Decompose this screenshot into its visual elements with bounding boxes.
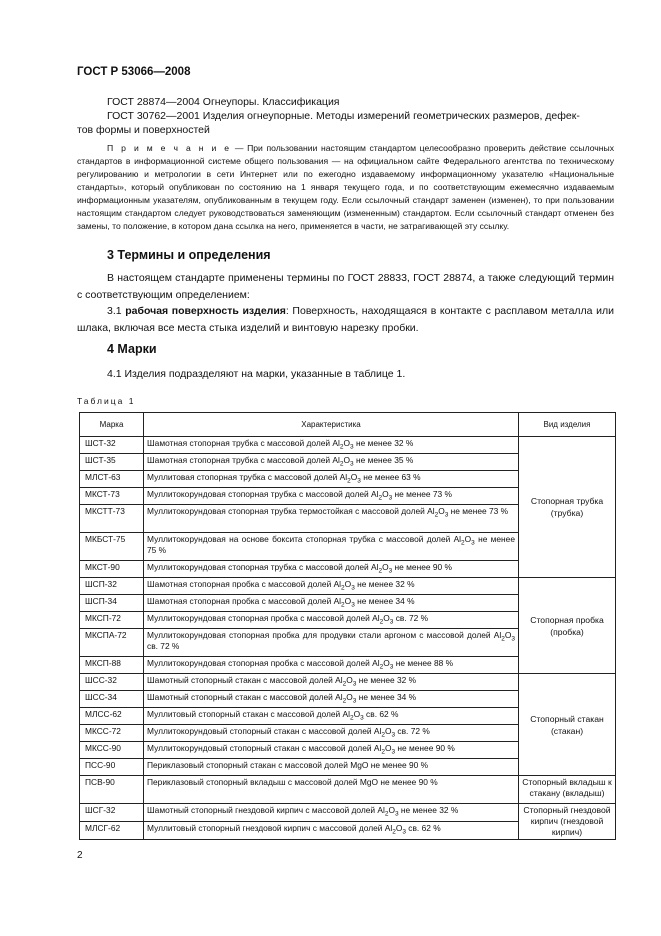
formula-subscript: 2 xyxy=(342,697,347,705)
characteristic-text: Муллитовый стопорный стакан с массовой долей Al xyxy=(147,709,350,719)
characteristic-cell xyxy=(144,674,519,691)
characteristic-text: Шамотная стопорная трубка с массовой долей Al xyxy=(147,455,340,465)
characteristic-cell xyxy=(144,471,519,488)
characteristic-cell xyxy=(144,533,519,561)
characteristic-text: Муллитокорундовая стопорная трубка с массовой долей Al xyxy=(147,489,379,499)
formula-subscript: 2 xyxy=(339,460,344,468)
table-body xyxy=(80,437,616,840)
characteristic-text: O xyxy=(388,805,395,815)
characteristic-text: O xyxy=(395,823,403,833)
formula-subscript: 3 xyxy=(444,511,449,519)
mark-cell: ШСГ-32 xyxy=(80,804,144,822)
characteristic-text: Периклазовый стопорный стакан с массовой долей MgO не менее 90 % xyxy=(147,760,429,770)
formula-subscript: 3 xyxy=(350,460,354,468)
characteristic-text: Муллитокорундовая стопорная пробка с массовой долей Al xyxy=(147,613,380,623)
formula-subscript: 3 xyxy=(352,680,357,688)
formula-subscript: 2 xyxy=(347,477,351,485)
formula-subscript: 2 xyxy=(381,731,385,739)
formula-subscript: 3 xyxy=(351,584,355,592)
characteristic-text: не менее 32 % xyxy=(356,675,417,685)
characteristic-cell xyxy=(144,822,519,840)
characteristic-text: Муллитокорундовая стопорная пробка с массовой долей Al xyxy=(147,658,380,668)
characteristic-text: не менее 63 % xyxy=(360,472,421,482)
formula-subscript: 3 xyxy=(357,477,361,485)
formula-subscript: 2 xyxy=(501,635,505,643)
section-4-title: 4 Марки xyxy=(107,342,157,356)
formula-subscript: 2 xyxy=(381,748,385,756)
product-type-cell: Стопорный вкладыш к стакану (вкладыш) xyxy=(519,776,616,804)
characteristic-text: не менее 32 % xyxy=(353,438,414,448)
term-name: рабочая поверхность изделия xyxy=(125,305,286,317)
note-label: П р и м е ч а н и е xyxy=(107,143,232,153)
table-row xyxy=(80,776,616,804)
reference-line: ГОСТ 30762—2001 Изделия огнеупорные. Методы измерений геометрических размеров, дефек- xyxy=(107,110,580,122)
formula-subscript: 2 xyxy=(339,443,344,451)
table-row xyxy=(80,674,616,691)
characteristic-text: Шамотная стопорная пробка с массовой долей Al xyxy=(147,596,342,606)
table-row xyxy=(80,437,616,454)
mark-cell: МКСС-90 xyxy=(80,742,144,759)
characteristic-text: O xyxy=(438,506,445,516)
characteristic-cell xyxy=(144,804,519,822)
formula-subscript: 3 xyxy=(360,714,364,722)
table-caption: Таблица 1 xyxy=(77,396,136,406)
mark-cell: МКСТ-73 xyxy=(80,488,144,505)
characteristic-cell xyxy=(144,488,519,505)
mark-cell: МКСПА-72 xyxy=(80,629,144,657)
characteristic-text: Муллитовая стопорная трубка с массовой долей Al xyxy=(147,472,348,482)
characteristic-cell xyxy=(144,691,519,708)
characteristic-cell xyxy=(144,454,519,471)
characteristic-text: не менее 75 % xyxy=(147,534,516,555)
characteristic-text: O xyxy=(353,709,361,719)
reference-line: ГОСТ 28874—2004 Огнеупоры. Классификация xyxy=(107,96,340,108)
characteristic-cell xyxy=(144,578,519,595)
table-row xyxy=(80,578,616,595)
formula-subscript: 3 xyxy=(389,618,394,626)
characteristic-text: O xyxy=(344,579,352,589)
characteristic-cell xyxy=(144,708,519,725)
characteristic-cell xyxy=(144,629,519,657)
characteristic-text: Муллитокорундовая на основе боксита стопорная трубка с массовой долей Al xyxy=(147,534,462,544)
characteristic-cell xyxy=(144,561,519,578)
formula-subscript: 3 xyxy=(352,697,357,705)
characteristic-cell xyxy=(144,759,519,776)
characteristic-text: Периклазовый стопорный вкладыш с массовой долей MgO не менее 90 % xyxy=(147,777,438,787)
mark-cell: ШСТ-35 xyxy=(80,454,144,471)
table-row xyxy=(80,804,616,822)
formula-subscript: 3 xyxy=(351,601,355,609)
table-header-row xyxy=(80,413,616,437)
product-type-cell: Стопорный стакан (стакан) xyxy=(519,674,616,776)
product-type-cell: Стопорная трубка (трубка) xyxy=(519,437,616,578)
characteristic-text: Муллитокорундовая стопорная трубка с массовой долей Al xyxy=(147,562,379,572)
mark-cell: МКСП-88 xyxy=(80,657,144,674)
section-4-text: 4.1 Изделия подразделяют на марки, указанные в таблице 1. xyxy=(107,368,406,380)
mark-cell: МКСС-72 xyxy=(80,725,144,742)
note-text: — При пользовании настоящим стандартом целесообразно проверить действие ссылочных стандартов в информационной системе общего пользования — на официальном сайте Федерального агентства по техническому регулированию и метрологии в сети Интернет или по ежегодно издаваемому информационному указателю «Национальные стандарты», который опубликован по состоянию на 1 января текущего года, и по соответствующим ежемесячно издаваемым информационным указателям, опубликованным в текущем году. Если ссылочный стандарт заменен (изменен), то при пользовании настоящим стандартом следует руководствоваться заменяющим (измененным) стандартом. Если ссылочный стандарт отменен без замены, то положение, в котором дана ссылка на него, применяется в части, не затрагивающей эту ссылку. xyxy=(77,143,614,231)
characteristic-text: не менее 35 % xyxy=(353,455,414,465)
mark-cell: МКСП-72 xyxy=(80,612,144,629)
characteristic-cell xyxy=(144,505,519,533)
characteristic-text: O xyxy=(344,596,352,606)
mark-cell: ШСП-34 xyxy=(80,595,144,612)
characteristic-text: O xyxy=(384,743,392,753)
section-3-intro: В настоящем стандарте применены термины по ГОСТ 28833, ГОСТ 28874, а также следующий термин с соответствующим определением: xyxy=(77,272,614,301)
formula-subscript: 3 xyxy=(391,731,396,739)
term-number: 3.1 xyxy=(107,305,126,317)
formula-subscript: 3 xyxy=(511,635,515,643)
formula-subscript: 2 xyxy=(378,494,383,502)
mark-cell: МКСТ-90 xyxy=(80,561,144,578)
formula-subscript: 2 xyxy=(384,810,389,818)
mark-cell: МЛСТ-63 xyxy=(80,471,144,488)
characteristic-text: Шамотный стопорный стакан с массовой долей Al xyxy=(147,692,343,702)
formula-subscript: 2 xyxy=(379,663,384,671)
characteristic-cell xyxy=(144,742,519,759)
formula-subscript: 2 xyxy=(342,680,347,688)
characteristic-text: не менее 88 % xyxy=(393,658,454,668)
mark-cell: ПСВ-90 xyxy=(80,776,144,804)
mark-cell: МЛСС-62 xyxy=(80,708,144,725)
characteristic-text: O xyxy=(382,562,389,572)
mark-cell: ШСС-32 xyxy=(80,674,144,691)
characteristic-text: Шамотная стопорная пробка с массовой долей Al xyxy=(147,579,342,589)
formula-subscript: 2 xyxy=(461,539,465,547)
characteristic-text: O xyxy=(464,534,472,544)
characteristic-text: не менее 32 % xyxy=(398,805,459,815)
characteristic-text: Шамотная стопорная трубка с массовой долей Al xyxy=(147,438,340,448)
formula-subscript: 2 xyxy=(341,584,345,592)
characteristic-cell xyxy=(144,657,519,674)
characteristic-text: O xyxy=(346,675,353,685)
characteristic-text: не менее 90 % xyxy=(392,562,452,572)
characteristic-text: св. 62 % xyxy=(363,709,399,719)
reference-line: тов формы и поверхностей xyxy=(77,124,210,136)
mark-cell: МКСТТ-73 xyxy=(80,505,144,533)
mark-cell: МЛСГ-62 xyxy=(80,822,144,840)
characteristic-text: Муллитокорундовая стопорная трубка термостойкая с массовой долей Al xyxy=(147,506,435,516)
characteristic-text: O xyxy=(383,658,390,668)
mark-cell: ПСС-90 xyxy=(80,759,144,776)
characteristic-text: св. 62 % xyxy=(405,823,441,833)
characteristic-text: не менее 90 % xyxy=(395,743,455,753)
formula-subscript: 3 xyxy=(402,828,406,836)
section-3-title: 3 Термины и определения xyxy=(107,248,271,262)
characteristic-text: O xyxy=(346,692,353,702)
formula-subscript: 2 xyxy=(349,714,354,722)
characteristic-text: не менее 34 % xyxy=(354,596,415,606)
product-type-cell: Стопорный гнездовой кирпич (гнездовой кирпич) xyxy=(519,804,616,840)
characteristic-cell xyxy=(144,612,519,629)
formula-subscript: 2 xyxy=(434,511,439,519)
characteristic-text: Муллитокорундовый стопорный стакан с массовой долей Al xyxy=(147,743,382,753)
characteristic-text: не менее 73 % xyxy=(448,506,509,516)
characteristic-text: не менее 32 % xyxy=(354,579,415,589)
characteristic-text: Муллитокорундовая стопорная пробка для продувки стали аргоном с массовой долей Al xyxy=(147,630,502,640)
header-product-type: Вид изделия xyxy=(519,413,616,437)
characteristic-cell xyxy=(144,595,519,612)
formula-subscript: 2 xyxy=(341,601,345,609)
formula-subscript: 2 xyxy=(378,567,383,575)
characteristic-text: O xyxy=(383,613,390,623)
formula-subscript: 3 xyxy=(389,663,394,671)
formula-subscript: 3 xyxy=(388,494,393,502)
formula-subscript: 2 xyxy=(379,618,384,626)
formula-subscript: 3 xyxy=(350,443,354,451)
characteristic-text: Шамотный стопорный гнездовой кирпич с массовой долей Al xyxy=(147,805,385,815)
formula-subscript: 3 xyxy=(471,539,475,547)
characteristic-text: O xyxy=(343,438,351,448)
formula-subscript: 3 xyxy=(388,567,393,575)
mark-cell: ШСП-32 xyxy=(80,578,144,595)
characteristic-text: O xyxy=(350,472,358,482)
characteristic-text: Шамотный стопорный стакан с массовой долей Al xyxy=(147,675,343,685)
header-mark: Марка xyxy=(80,413,144,437)
mark-cell: ШСТ-32 xyxy=(80,437,144,454)
page-number: 2 xyxy=(77,850,83,861)
header-characteristic: Характеристика xyxy=(144,413,519,437)
characteristic-text: св. 72 % xyxy=(395,726,430,736)
product-type-cell: Стопорная пробка (пробка) xyxy=(519,578,616,674)
characteristic-cell xyxy=(144,437,519,454)
note-paragraph xyxy=(77,142,614,233)
formula-subscript: 2 xyxy=(392,828,396,836)
mark-cell: ШСС-34 xyxy=(80,691,144,708)
characteristic-text: Муллитокорундовый стопорный стакан с массовой долей Al xyxy=(147,726,382,736)
characteristic-text: не менее 73 % xyxy=(392,489,452,499)
document-header: ГОСТ Р 53066—2008 xyxy=(77,66,191,78)
term-definition xyxy=(77,303,614,336)
characteristic-cell xyxy=(144,776,519,804)
characteristic-text: св. 72 % xyxy=(147,640,180,651)
characteristic-text: Муллитовый стопорный гнездовой кирпич с массовой долей Al xyxy=(147,823,393,833)
formula-subscript: 3 xyxy=(394,810,399,818)
term-text: : Поверхность, находящаяся в контакте с расплавом металла или шлака, включая все места стыка изделий и винтовую нарезку пробки. xyxy=(77,305,614,334)
characteristic-cell xyxy=(144,725,519,742)
formula-subscript: 3 xyxy=(391,748,396,756)
characteristic-text: O xyxy=(343,455,351,465)
mark-cell: МКБСТ-75 xyxy=(80,533,144,561)
characteristic-text: O xyxy=(384,726,392,736)
characteristic-text: O xyxy=(382,489,389,499)
section-3-body xyxy=(77,270,614,336)
characteristic-text: не менее 34 % xyxy=(356,692,417,702)
characteristic-text: св. 72 % xyxy=(393,613,429,623)
characteristic-text: O xyxy=(504,630,512,640)
marks-table xyxy=(79,412,616,840)
